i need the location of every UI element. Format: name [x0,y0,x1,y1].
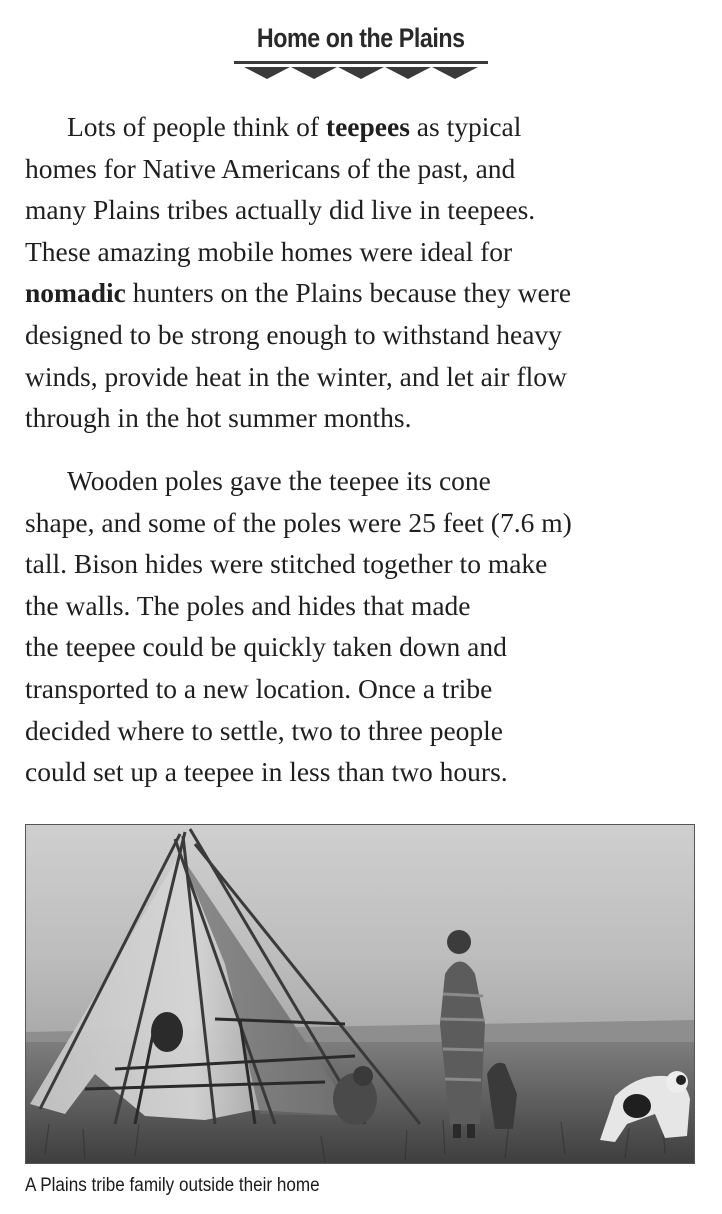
chevron-ornament-icon [244,67,478,81]
term-nomadic: nomadic [25,277,126,309]
term-teepees: teepees [325,111,410,142]
text-line: many Plains tribes actually did live in teepees. [25,194,536,226]
teepee-photograph [25,824,695,1164]
text-line: tall. Bison hides were stitched together to make [25,548,548,580]
paragraph-2 [25,460,705,793]
teepee-photo-illustration [25,824,695,1164]
text-line: decided where to settle, two to three people [25,714,504,746]
text-line: designed to be strong enough to withstand heavy [25,318,562,350]
text-line: nomadic hunters on the Plains because they were [25,277,572,309]
text-line: transported to a new location. Once a tribe [25,672,493,704]
text-line: the teepee could be quickly taken down and [25,631,507,663]
text-line: Lots of people think of teepees as typical [67,111,522,142]
text-line: These amazing mobile homes were ideal for [25,235,513,267]
text-line: the walls. The poles and hides that made [25,589,471,621]
text-line: could set up a teepee in less than two hours. [25,756,508,788]
paragraph-1 [25,106,705,439]
photo-caption: A Plains tribe family outside their home [25,1175,320,1196]
text-line: Wooden poles gave the teepee its cone [67,465,491,496]
text-line: shape, and some of the poles were 25 feet (7.6 m) [25,506,572,538]
title-underline [234,61,488,64]
text-line: homes for Native Americans of the past, and [25,152,516,184]
text-line: through in the hot summer months. [25,402,412,434]
page-title: Home on the Plains [257,23,465,53]
heading [0,18,722,58]
text-line: winds, provide heat in the winter, and let air flow [25,360,567,392]
